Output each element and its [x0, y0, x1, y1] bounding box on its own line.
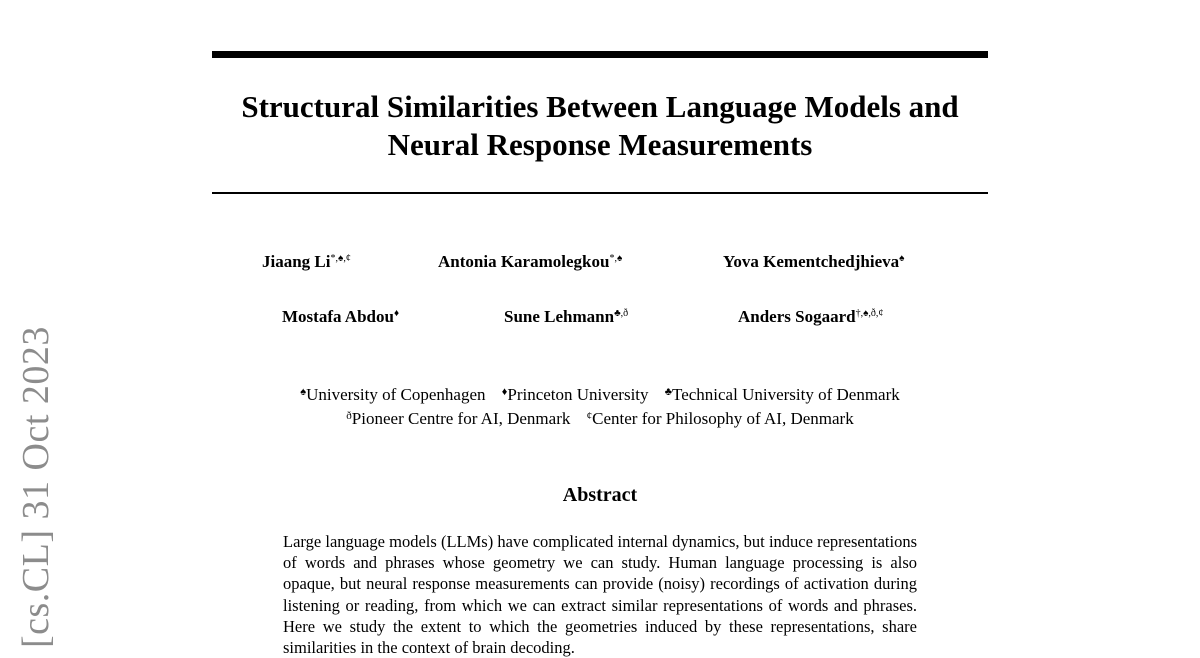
author-name: Jiaang Li [262, 252, 331, 271]
affiliation-mark: ♦ [501, 386, 508, 398]
abstract-heading: Abstract [562, 484, 638, 506]
abstract-body: Large language models (LLMs) have complicated internal dynamics, but induce representations of words and phrases whose geometry we can study. Human language processing is also opaque, but neural response measurements can provide (noisy) recordings of activation during listening or reading, from which we can extract similar representations of words and phrases. Here we study the extent to which the geometries induced by these representations, share similarities in the context of brain decoding. [283, 532, 917, 658]
author-marks: ♣,ð [614, 308, 629, 319]
arxiv-side-stamp: [cs.CL] 31 Oct 2023 [15, 326, 57, 648]
paper-title: Structural Similarities Between Language Models and Neural Response Measurements [241, 89, 959, 162]
author-6 [738, 304, 883, 327]
affiliation-mark: ¢ [586, 410, 593, 422]
affiliation-item [346, 409, 570, 428]
affiliation-item [502, 385, 649, 404]
author-name: Yova Kementchedjhieva [723, 252, 900, 271]
affiliations-line-2 [212, 405, 988, 430]
author-1 [262, 249, 351, 272]
affiliation-item [300, 385, 485, 404]
title-top-rule [212, 51, 988, 58]
author-5 [504, 304, 628, 327]
affiliation-item [587, 409, 854, 428]
author-name: Antonia Karamolegkou [438, 252, 610, 271]
affiliation-mark: ♠ [300, 386, 307, 398]
author-name: Mostafa Abdou [282, 307, 394, 326]
author-name: Sune Lehmann [504, 307, 615, 326]
author-marks: ♠ [899, 253, 905, 264]
affiliation-name: Technical University of Denmark [672, 385, 900, 404]
author-marks: †,♠,ð,¢ [855, 308, 884, 319]
author-2 [438, 249, 622, 272]
affiliation-name: Pioneer Centre for AI, Denmark [351, 409, 571, 428]
author-marks: ♦ [393, 308, 400, 319]
affiliation-name: Center for Philosophy of AI, Denmark [592, 409, 854, 428]
affiliation-mark: ♣ [664, 386, 672, 398]
author-name: Anders Sogaard [738, 307, 856, 326]
affiliation-mark: ð [346, 410, 352, 422]
author-marks: *,♠ [609, 253, 623, 264]
author-marks: *,♠,¢ [330, 253, 351, 264]
affiliation-item [665, 385, 900, 404]
affiliations-line-1 [212, 381, 988, 406]
author-3 [723, 249, 904, 272]
author-4 [282, 304, 399, 327]
affiliation-name: University of Copenhagen [306, 385, 486, 404]
title-bottom-rule [212, 192, 988, 194]
affiliation-name: Princeton University [507, 385, 649, 404]
